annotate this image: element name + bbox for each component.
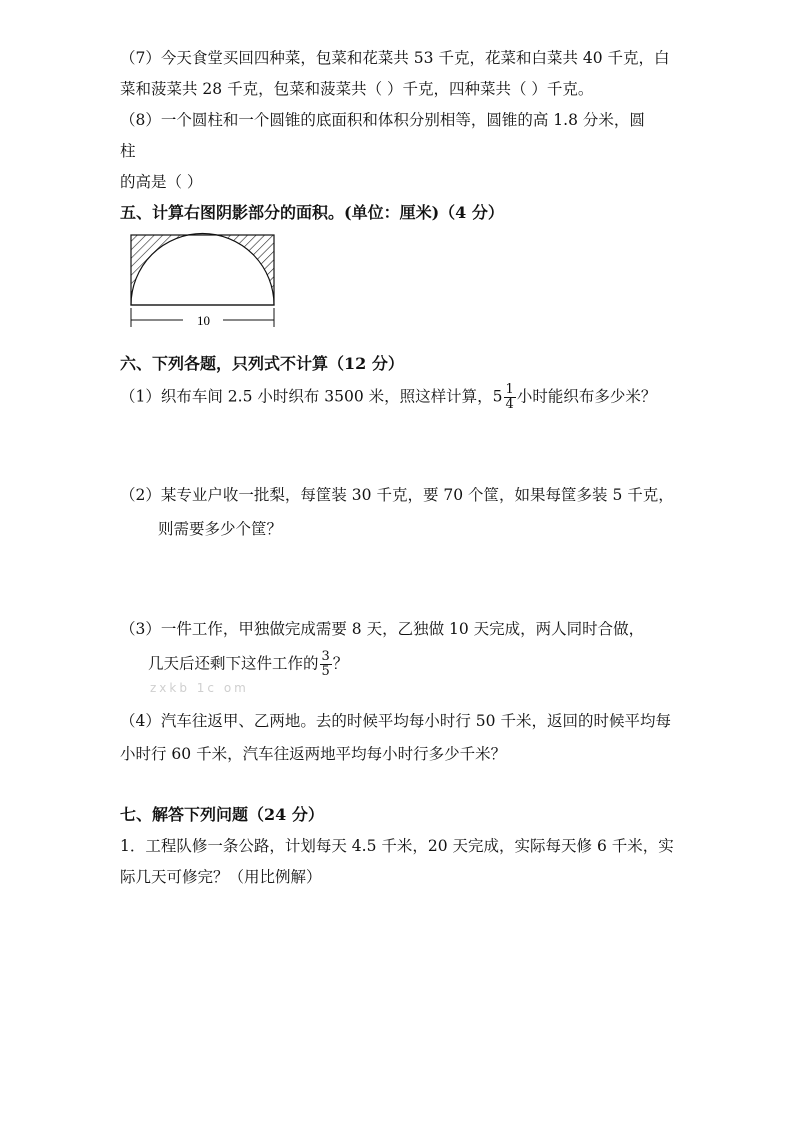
s7-p1-line2: 际几天可修完？（用比例解） [120, 868, 322, 886]
watermark: zxkb 1c om [150, 681, 249, 695]
q8-line2: 柱 [120, 142, 136, 160]
s7-p1-line1: 1．工程队修一条公路，计划每天 4.5 千米，20 天完成，实际每天修 6 千米，实 [120, 837, 674, 855]
section5-heading: 五、计算右图阴影部分的面积。(单位：厘米)（4 分） [120, 203, 504, 222]
section6-heading: 六、下列各题，只列式不计算（12 分） [120, 354, 404, 373]
q7-line2: 菜和菠菜共 28 千克，包菜和菠菜共（ ）千克，四种菜共（ ）千克。 [120, 80, 594, 98]
fraction-numerator: 3 [321, 649, 330, 664]
s6-p1 [120, 383, 680, 412]
s6-p4-line1: （4）汽车往返甲、乙两地。去的时候平均每小时行 50 千米，返回的时候平均每 [120, 712, 671, 730]
fraction-denominator: 5 [321, 664, 330, 679]
s6-p3-line2 [148, 650, 708, 679]
s6-p2-line2: 则需要多少个筐？ [158, 520, 283, 538]
fraction-3-5 [320, 650, 332, 679]
shaded-semicircle-figure [125, 230, 285, 335]
semicircle-diagram [125, 230, 285, 335]
s6-p3-tail: ？ [332, 654, 349, 673]
s6-p3-text: 几天后还剩下这件工作的 [148, 654, 319, 673]
section7-heading: 七、解答下列问题（24 分） [120, 805, 324, 824]
dimension-label: 10 [197, 313, 210, 328]
fraction-numerator: 1 [505, 382, 514, 397]
mixed-number-whole: 5 [492, 387, 503, 406]
s6-p3-line1: （3）一件工作，甲独做完成需要 8 天，乙独做 10 天完成，两人同时合做， [120, 620, 645, 638]
fraction-denominator: 4 [505, 397, 514, 412]
q7-line1: （7）今天食堂买回四种菜，包菜和花菜共 53 千克，花菜和白菜共 40 千克，白 [120, 49, 670, 67]
s6-p4-line2: 小时行 60 千米，汽车往返两地平均每小时行多少千米？ [120, 745, 507, 763]
s6-p1-text: （1）织布车间 2.5 小时织布 3500 米，照这样计算， [120, 387, 493, 406]
s6-p1-tail: 小时能织布多少米？ [516, 387, 657, 406]
s6-p2-line1: （2）某专业户收一批梨，每筐装 30 千克，要 70 个筐，如果每筐多装 5 千克， [120, 486, 674, 504]
q8-line1: （8）一个圆柱和一个圆锥的底面积和体积分别相等，圆锥的高 1.8 分米，圆 [120, 111, 645, 129]
fraction-1-4 [504, 383, 516, 412]
q8-line3: 的高是（ ） [120, 173, 203, 191]
